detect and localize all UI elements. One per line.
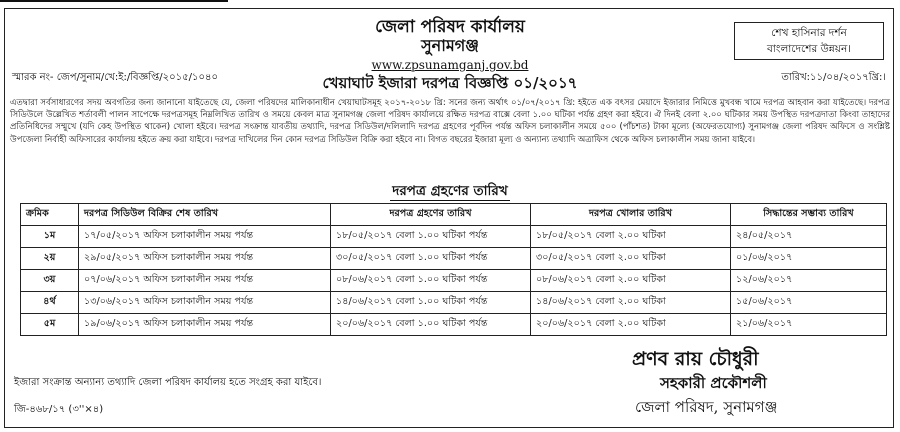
row-sale-deadline: ০৭/০৬/২০১৭ অফিস চলাকালীন সময় পর্যন্ত — [79, 270, 331, 292]
col-opening-date: দরপত্র খোলার তারিখ — [531, 204, 731, 226]
row-opening-date: ১৮/০৫/২০১৭ বেলা ২.০০ ঘটিকা — [531, 226, 731, 248]
section-title-text: দরপত্র গ্রহণের তারিখ — [392, 183, 508, 199]
col-serial: ক্রমিক — [21, 204, 79, 226]
row-opening-date: ০৮/০৬/২০১৭ বেলা ২.০০ ঘটিকা — [531, 270, 731, 292]
row-sale-deadline: ১৩/০৬/২০১৭ অফিস চলাকালীন সময় পর্যন্ত — [79, 292, 331, 314]
notice-date: তারিখ:১১/০৪/২০১৭খ্রি:। — [781, 72, 886, 83]
col-submission-date: দরপত্র গ্রহণের তারিখ — [331, 204, 531, 226]
footer-note: ইজারা সংক্রান্ত অন্যান্য তথ্যাদি জেলা পরিষদ কার্যালয় হতে সংগ্রহ করা যাইবে। — [14, 377, 322, 388]
memo-number: জি-৪৬৮/১৭ (৩''×৪) — [14, 404, 104, 415]
slogan-line-1: শেখ হাসিনার দর্শন — [771, 27, 847, 39]
col-decision-date: সিদ্ধান্তের সম্ভাব্য তারিখ — [731, 204, 887, 226]
col-sale-deadline: দরপত্র সিডিউল বিক্রির শেষ তারিখ — [79, 204, 331, 226]
row-submission-date: ২০/০৬/২০১৭ বেলা ১.০০ ঘটিকা পর্যন্ত — [331, 314, 531, 336]
top-rule — [0, 0, 228, 2]
notice-body: এতদ্বারা সর্বসাধারণের সদয় অবগতির জন্য জানানো যাইতেছে যে, জেলা পরিষদের মালিকানাধীন খেয়াঘাটসমূহ ২০১৭-২০১৮ খ্রি: সনের জন্য অর্থাৎ ০১/০৭/২০১৭ খ্রি: হইতে এক বৎসর মেয়াদে ইজারার নিমিত্তে মুখবন্ধ খামে দরপত্র আহবান করা যাইতেছে। দরপত্র সিডিউলে উল্লেখিত শর্তাবলী পালন সাপেক্ষে দরপত্রসমূহ নিম্নলিখিত তারিখ ও সময়ে কেবল মাত্র সুনামগঞ্জ জেলা পরিষদ কার্যালয়ে রক্ষিত দরপত্র বাক্সে বেলা ১.০০ ঘটিকা পর্যন্ত গ্রহণ করা হইবে। ঐ দিনই বেলা ২.০০ ঘটিকার সময় উপস্থিত দরপত্রদাতা কিংবা তাহাদের প্রতিনিধিদের সম্মুখে (যদি কেহ উপস্থিত থাকেন) খোলা হইবে। দরপত্র সংক্রান্ত যাবতীয় তথ্যাদি, দরপত্র সিডিউল/দলিলাদি দরপত্র গ্রহণের পূর্বদিন পর্যন্ত অফিস চলাকালীন সময়ে ৫০০ (পাঁচশত) টাকা মূল্যে (অফেরতযোগ্য) সুনামগঞ্জ জেলা পরিষদ অফিসে ও সংশ্লিষ্ট উপজেলা নির্বাহী অফিসারের কার্যালয় হইতে ক্রয় করা যাইবে। দরপত্র দাখিলের দিন কোন দরপত্র সিডিউল বিক্রি করা হইবে না। বিগত বছরের ইজারা মূল্য ও অন্যান্য তথ্যাদি অত্রাফিস থেকে অফিস চলাকালীন সময় জানা যাইবে। — [10, 98, 890, 145]
signatory-name: প্রণব রায় চৌধুরী — [632, 348, 759, 370]
row-sale-deadline: ১৭/০৫/২০১৭ অফিস চলাকালীন সময় পর্যন্ত — [79, 226, 331, 248]
row-sale-deadline: ১৯/০৬/২০১৭ অফিস চলাকালীন সময় পর্যন্ত — [79, 314, 331, 336]
district-title: সুনামগঞ্জ — [421, 36, 479, 55]
table-header-row — [21, 204, 887, 226]
row-decision-date: ২১/০৬/২০১৭ — [731, 314, 887, 336]
row-submission-date: ০৮/০৬/২০১৭ বেলা ১.০০ ঘটিকা পর্যন্ত — [331, 270, 531, 292]
row-opening-date: ১৪/০৬/২০১৭ বেলা ২.০০ ঘটিকা — [531, 292, 731, 314]
row-opening-date: ২০/০৬/২০১৭ বেলা ২.০০ ঘটিকা — [531, 314, 731, 336]
row-decision-date: ১২/০৬/২০১৭ — [731, 270, 887, 292]
section-title — [0, 180, 900, 203]
signatory-title: সহকারী প্রকৌশলী — [660, 374, 767, 392]
schedule-table — [20, 203, 887, 336]
reference-number: স্মারক নং- জেপ/সুনাম/খে:ই:/বিজ্ঞপ্তি/২০১৫/১০৪০ — [12, 72, 218, 83]
row-serial: ৩য় — [21, 270, 79, 292]
notice-title: খেয়াঘাট ইজারা দরপত্র বিজ্ঞপ্তি ০১/২০১৭ — [322, 74, 578, 92]
slogan-line-2: বাংলাদেশের উন্নয়ন। — [767, 43, 851, 55]
slogan-box — [734, 22, 884, 60]
row-submission-date: ১৪/০৬/২০১৭ বেলা ১.০০ ঘটিকা পর্যন্ত — [331, 292, 531, 314]
table-row — [21, 314, 887, 336]
row-decision-date: ১৫/০৬/২০১৭ — [731, 292, 887, 314]
table-row — [21, 292, 887, 314]
row-submission-date: ১৮/০৫/২০১৭ বেলা ১.০০ ঘটিকা পর্যন্ত — [331, 226, 531, 248]
row-serial: ১ম — [21, 226, 79, 248]
row-decision-date: ০১/০৬/২০১৭ — [731, 248, 887, 270]
row-decision-date: ২৪/০৫/২০১৭ — [731, 226, 887, 248]
row-serial: ৪র্থ — [21, 292, 79, 314]
website-link[interactable]: www.zpsunamganj.gov.bd — [371, 58, 529, 72]
table-row — [21, 248, 887, 270]
row-serial: ২য় — [21, 248, 79, 270]
table-row — [21, 270, 887, 292]
row-serial: ৫ম — [21, 314, 79, 336]
office-title: জেলা পরিষদ কার্যালয় — [375, 17, 525, 37]
row-submission-date: ৩০/০৫/২০১৭ বেলা ১.০০ ঘটিকা পর্যন্ত — [331, 248, 531, 270]
signatory-office: জেলা পরিষদ, সুনামগঞ্জ — [635, 398, 778, 416]
row-sale-deadline: ২৯/০৫/২০১৭ অফিস চলাকালীন সময় পর্যন্ত — [79, 248, 331, 270]
table-row — [21, 226, 887, 248]
row-opening-date: ৩০/০৫/২০১৭ বেলা ২.০০ ঘটিকা — [531, 248, 731, 270]
